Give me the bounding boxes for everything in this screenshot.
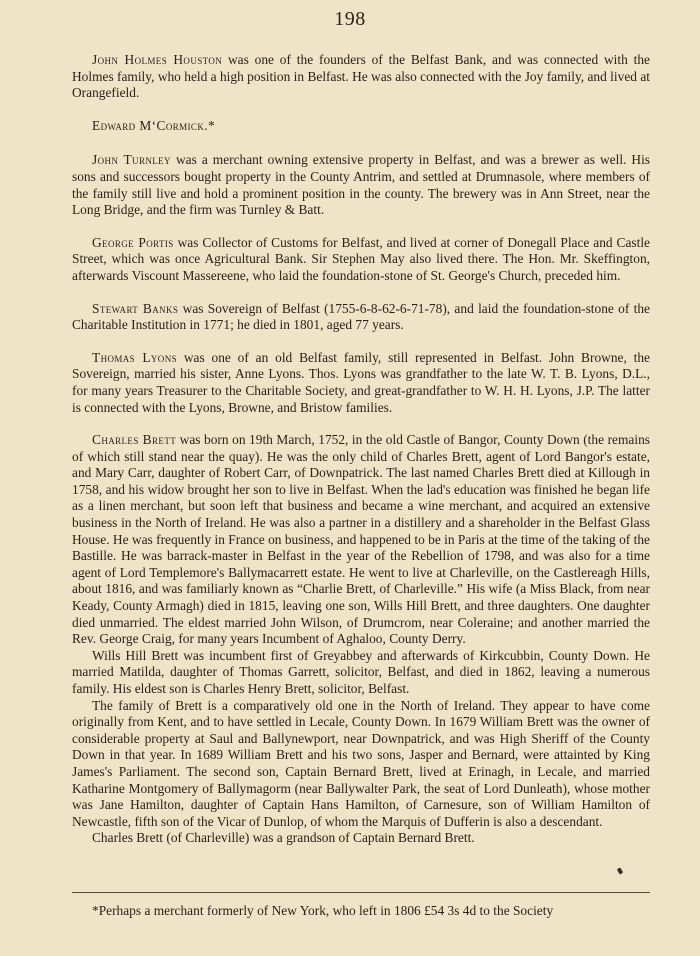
footnote-text: *Perhaps a merchant formerly of New York, who left in 1806 £54 3s 4d to the Society [92,903,554,918]
entry-name: Thomas Lyons [92,349,178,365]
footnote-rule [72,892,650,893]
entry-banks [72,301,650,334]
entry-text: was born on 19th March, 1752, in the old Castle of Bangor, County Down (the remains of which still stand near the quay). He was the only child of Charles Brett, agent of Lord Bangor's estate, and Mary Carr, daughter of Robert Carr, of Downpatrick. The last named Charles Brett died at Killough in 1758, and his widow brought her son to live in Belfast. When the lad's education was finished he began life as a linen merchant, but soon left that business and became a wine merchant, and acquired an extensive business in the North of Ireland. He was also a partner in a distillery and a shareholder in the Belfast Glass House. He was frequently in France on business, and happened to be in Paris at the time of the taking of the Bastille. He was barrack-master in Belfast in the year of the Rebellion of 1798, and was also for a time agent of Lord Templemore's Ballymacarrett estate. He went to live at Charleville, on the Castlereagh Hills, about 1816, and was familiarly known as “Charlie Brett, of Charleville.” His wife (a Miss Black, from near Keady, County Armagh) died in 1815, leaving one son, Wills Hill Brett, and three daughters. One daughter died unmarried. The eldest married John Wilson, of Drumcrom, near Coleraine; and another married the Rev. George Craig, for many years Incumbent of Aghaloo, County Derry. [72,432,650,647]
entry-name: John Turnley [92,152,171,168]
paragraph: Wills Hill Brett was incumbent first of Greyabbey and afterwards of Kirkcubbin, County Down. He married Matilda, daughter of Thomas Garrett, solicitor, Belfast, and died in 1862, leaving a numerous family. His eldest son is Charles Henry Brett, solicitor, Belfast. [72,647,650,696]
ink-mark [617,867,623,874]
entry-text: was a merchant owning extensive property in Belfast, and was a brewer as well. His sons and successors bought property in the County Antrim, and settled at Drumnasole, where members of the family still live and hold a prominent position in the county. The brewery was in Ann Street, near the Long Bridge, and the firm was Turnley & Batt. [72,152,650,218]
entry-lyons [72,350,650,416]
entry-text: was Sovereign of Belfast (1755-6-8-62-6-71-78), and laid the foundation-stone of the Charitable Institution in 1771; he died in 1801, aged 77 years. [72,300,650,333]
entry-text: was Collector of Customs for Belfast, and lived at corner of Donegall Place and Castle Street, which was once Agricultural Bank. Sir Stephen May also lived there. The Hon. Mr. Skeffington, afterwards Viscount Massereene, who laid the foundation-stone of St. George's Church, preceded him. [72,234,651,283]
footnote [72,903,650,920]
entry-houston [72,52,650,102]
entry-name: John Holmes Houston [92,52,223,67]
entry-portis [72,235,650,285]
page-body [72,52,650,863]
page-number: 198 [334,8,366,30]
entry-name: George Portis [92,234,174,250]
entry-brett [72,432,650,847]
entry-text: was one of an old Belfast family, still represented in Belfast. John Browne, the Sovereign, married his sister, Anne Lyons. Thos. Lyons was grandfather to the late W. T. B. Lyons, D.L., for many years Treasurer to the Charitable Society, and great-grandfather to W. H. H. Lyons, J.P. The latter is connected with the Lyons, Browne, and Bristow families. [72,349,650,415]
entry-mccormick [72,118,650,135]
paragraph: The family of Brett is a comparatively old one in the North of Ireland. They appear to have come originally from Kent, and to have settled in Lecale, County Down. In 1679 William Brett was the owner of considerable property at Saul and Ballynewport, near Downpatrick, and was High Sheriff of the County Down in that year. In 1689 William Brett and his two sons, Jasper and Bernard, were attainted by King James's Parliament. The second son, Captain Bernard Brett, lived at Erinagh, in Lecale, and married Katharine Montgomery of Ballymagorm (near Ballywalter Park, the seat of Lord Dunleath), whose mother was Jane Hamilton, daughter of Captain Hans Hamilton, of Carnesure, son of William Hamilton of Newcastle, fifth son of the Vicar of Dunlop, of whom the Marquis of Dufferin is also a descendant. [72,697,650,829]
entry-text: was one of the founders of the Belfast Bank, and was connected with the Holmes family, who held a high position in Belfast. He was also connected with the Joy family, and lived at Orangefield. [72,52,650,101]
entry-name: Edward M‘Cormick.* [92,117,216,133]
entry-name: Charles Brett [92,432,177,448]
paragraph: Charles Brett (of Charleville) was a grandson of Captain Bernard Brett. [92,830,475,846]
entry-name: Stewart Banks [92,300,179,316]
entry-turnley [72,152,650,218]
